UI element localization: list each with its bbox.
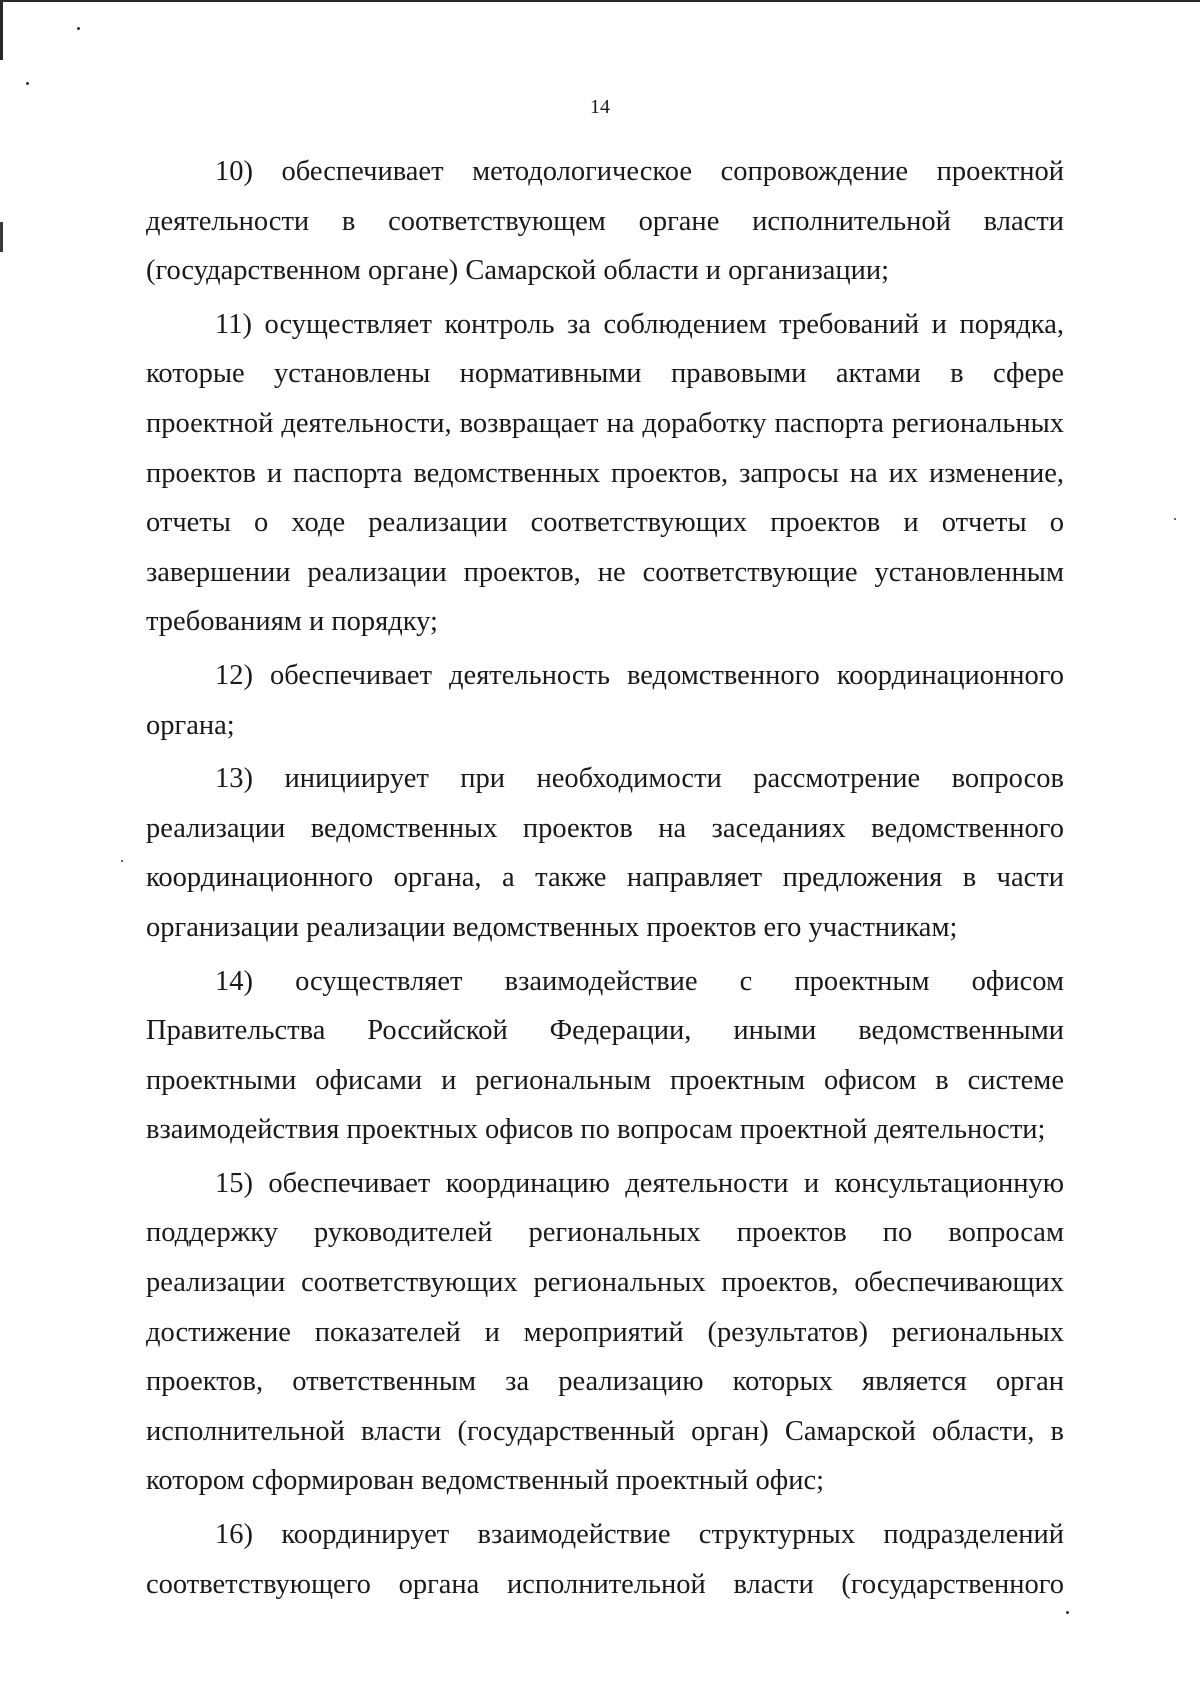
scan-edge-top <box>0 0 1200 2</box>
list-item-14: 14) осуществляет взаимодействие с проектным офисом Правительства Российской Федерации, иными ведомственными проектными офисами и региональным проектным офисом в системе взаимодействия проектных офисов по вопросам проектной деятельности; <box>146 965 1064 1146</box>
scan-margin-mark <box>0 222 3 252</box>
list-item-12: 12) обеспечивает деятельность ведомственного координационного органа; <box>146 659 1064 741</box>
document-body <box>146 147 1064 1609</box>
scan-speck <box>26 82 29 85</box>
page-number: 14 <box>590 96 610 118</box>
list-item-11: 11) осуществляет контроль за соблюдением требований и порядка, которые установлены нормативными правовыми актами в сфере проектной деятельности, возвращает на доработку паспорта региональных проектов и паспорта ведомственных проектов, запросы на их изменение, отчеты о ходе реализации соответствующих проектов и отчеты о завершении реализации проектов, не соответствующие установленным требованиям и порядку; <box>146 308 1064 638</box>
scan-speck <box>121 860 123 862</box>
scan-edge-left <box>0 0 3 60</box>
scan-speck <box>1174 518 1176 520</box>
list-item-13: 13) инициирует при необходимости рассмотрение вопросов реализации ведомственных проектов на заседаниях ведомственного координационного органа, а также направляет предложения в части организации реализации ведомственных проектов его участникам; <box>146 763 1064 943</box>
list-item-16: 16) координирует взаимодействие структурных подразделений соответствующего органа исполнительной власти (государственного <box>146 1519 1064 1600</box>
scan-speck <box>1066 1611 1069 1614</box>
scan-speck <box>77 27 80 30</box>
list-item-15: 15) обеспечивает координацию деятельности и консультационную поддержку руководителей региональных проектов по вопросам реализации соответствующих региональных проектов, обеспечивающих достижение показателей и мероприятий (результатов) региональных проектов, ответственным за реализацию которых является орган исполнительной власти (государственный орган) Самарской области, в котором сформирован ведомственный проектный офис; <box>146 1167 1064 1497</box>
list-item-10: 10) обеспечивает методологическое сопровождение проектной деятельности в соответствующем органе исполнительной власти (государственном органе) Самарской области и организации; <box>146 156 1064 287</box>
